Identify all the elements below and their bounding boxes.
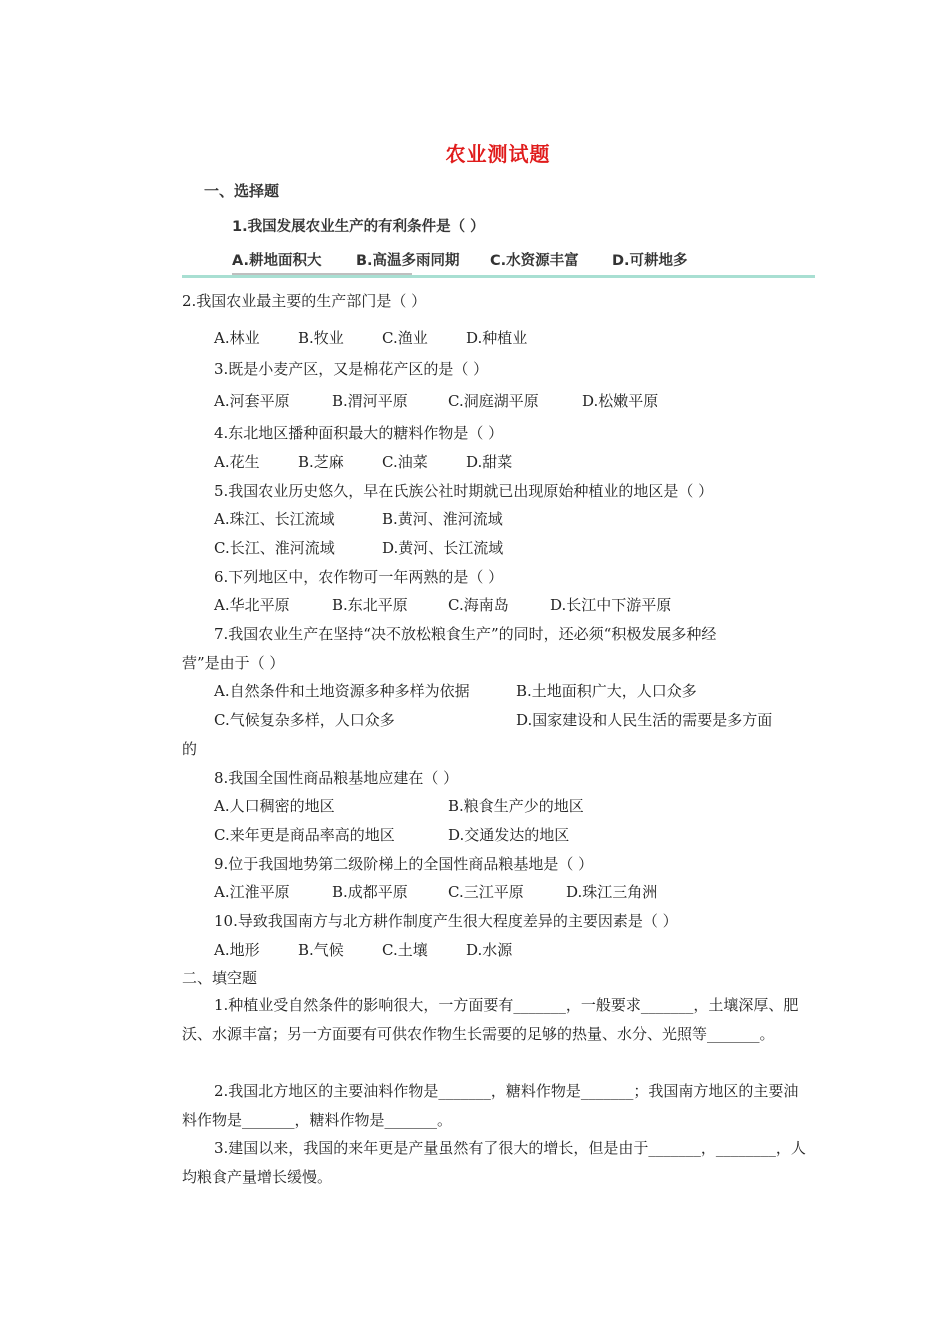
q2-option-a: A.林业 (214, 329, 260, 347)
q9-option-d: D.珠江三角洲 (566, 883, 658, 901)
q9-option-c: C.三江平原 (448, 883, 524, 901)
q7-option-a: A.自然条件和土地资源多种多样为依据 (214, 682, 470, 700)
q8-option-b: B.粮食生产少的地区 (448, 797, 584, 815)
fill-question-2: 2.我国北方地区的主要油料作物是_______，糖料作物是_______；我国南方地区的主要油料作物是_______，糖料作物是_______。 (182, 1082, 799, 1129)
q8-option-d: D.交通发达的地区 (448, 826, 570, 844)
q10-option-a: A.地形 (214, 941, 260, 959)
question-7-stem-line2: 营”是由于（ ） (182, 654, 285, 672)
fill-question-3: 3.建国以来，我国的来年更是产量虽然有了很大的增长，但是由于_______，________，人均粮食产量增长缓慢。 (182, 1139, 806, 1186)
q2-option-d: D.种植业 (466, 329, 528, 347)
q5-option-a: A.珠江、长江流域 (214, 510, 335, 528)
q1-option-b: B.高温多雨同期 (356, 253, 460, 269)
q7-option-b: B.土地面积广大，人口众多 (516, 682, 697, 700)
q8-option-c: C.来年更是商品率高的地区 (214, 826, 395, 844)
q3-option-d: D.松嫩平原 (582, 392, 659, 410)
page-title: 农业测试题 (445, 142, 551, 166)
q7-option-c: C.气候复杂多样，人口众多 (214, 711, 395, 729)
question-6-stem: 6.下列地区中，农作物可一年两熟的是（ ） (214, 568, 504, 586)
q10-option-c: C.土壤 (382, 941, 428, 959)
question-7-stem-line1: 7.我国农业生产在坚持“决不放松粮食生产”的同时，还必须“积极发展多种经 (214, 625, 717, 643)
q3-option-b: B.渭河平原 (332, 392, 408, 410)
q10-option-d: D.水源 (466, 941, 513, 959)
q6-option-c: C.海南岛 (448, 596, 509, 614)
question-3-stem: 3.既是小麦产区，又是棉花产区的是（ ） (214, 360, 489, 378)
q5-option-c: C.长江、淮河流域 (214, 539, 335, 557)
section-heading-choice: 一、选择题 (204, 182, 280, 200)
q3-option-c: C.洞庭湖平原 (448, 392, 539, 410)
q9-option-a: A.江淮平原 (214, 883, 290, 901)
question-9-stem: 9.位于我国地势第二级阶梯上的全国性商品粮基地是（ ） (214, 855, 594, 873)
q1-option-c: C.水资源丰富 (490, 253, 579, 269)
q1-option-a: A.耕地面积大 (232, 253, 322, 269)
question-1-stem: 1.我国发展农业生产的有利条件是（ ） (232, 219, 485, 235)
q6-option-b: B.东北平原 (332, 596, 408, 614)
q9-option-b: B.成都平原 (332, 883, 408, 901)
q2-option-b: B.牧业 (298, 329, 344, 347)
fill-question-1: 1.种植业受自然条件的影响很大，一方面要有_______，一般要求_______，土壤深厚、肥沃、水源丰富；另一方面要有可供农作物生长需要的足够的热量、水分、光照等_______。 (182, 996, 799, 1043)
divider-line (182, 275, 815, 278)
section-heading-fill: 二、填空题 (182, 969, 258, 987)
question-10-stem: 10.导致我国南方与北方耕作制度产生很大程度差异的主要因素是（ ） (214, 912, 678, 930)
q7-option-d-wrap: 的 (182, 740, 198, 758)
q6-option-a: A.华北平原 (214, 596, 290, 614)
question-5-stem: 5.我国农业历史悠久，早在氏族公社时期就已出现原始种植业的地区是（ ） (214, 482, 714, 500)
q4-option-b: B.芝麻 (298, 453, 344, 471)
question-2-stem: 2.我国农业最主要的生产部门是（ ） (182, 292, 427, 310)
q1-option-d: D.可耕地多 (612, 253, 688, 269)
q5-option-b: B.黄河、淮河流域 (382, 510, 503, 528)
q6-option-d: D.长江中下游平原 (550, 596, 672, 614)
q3-option-a: A.河套平原 (214, 392, 290, 410)
q7-option-d: D.国家建设和人民生活的需要是多方面 (516, 711, 773, 729)
q8-option-a: A.人口稠密的地区 (214, 797, 335, 815)
q2-option-c: C.渔业 (382, 329, 428, 347)
q10-option-b: B.气候 (298, 941, 344, 959)
question-8-stem: 8.我国全国性商品粮基地应建在（ ） (214, 769, 459, 787)
q4-option-a: A.花生 (214, 453, 260, 471)
q5-option-d: D.黄河、长江流域 (382, 539, 504, 557)
question-4-stem: 4.东北地区播种面积最大的糖料作物是（ ） (214, 424, 504, 442)
q4-option-c: C.油菜 (382, 453, 428, 471)
question-1-options (232, 249, 688, 270)
q4-option-d: D.甜菜 (466, 453, 513, 471)
